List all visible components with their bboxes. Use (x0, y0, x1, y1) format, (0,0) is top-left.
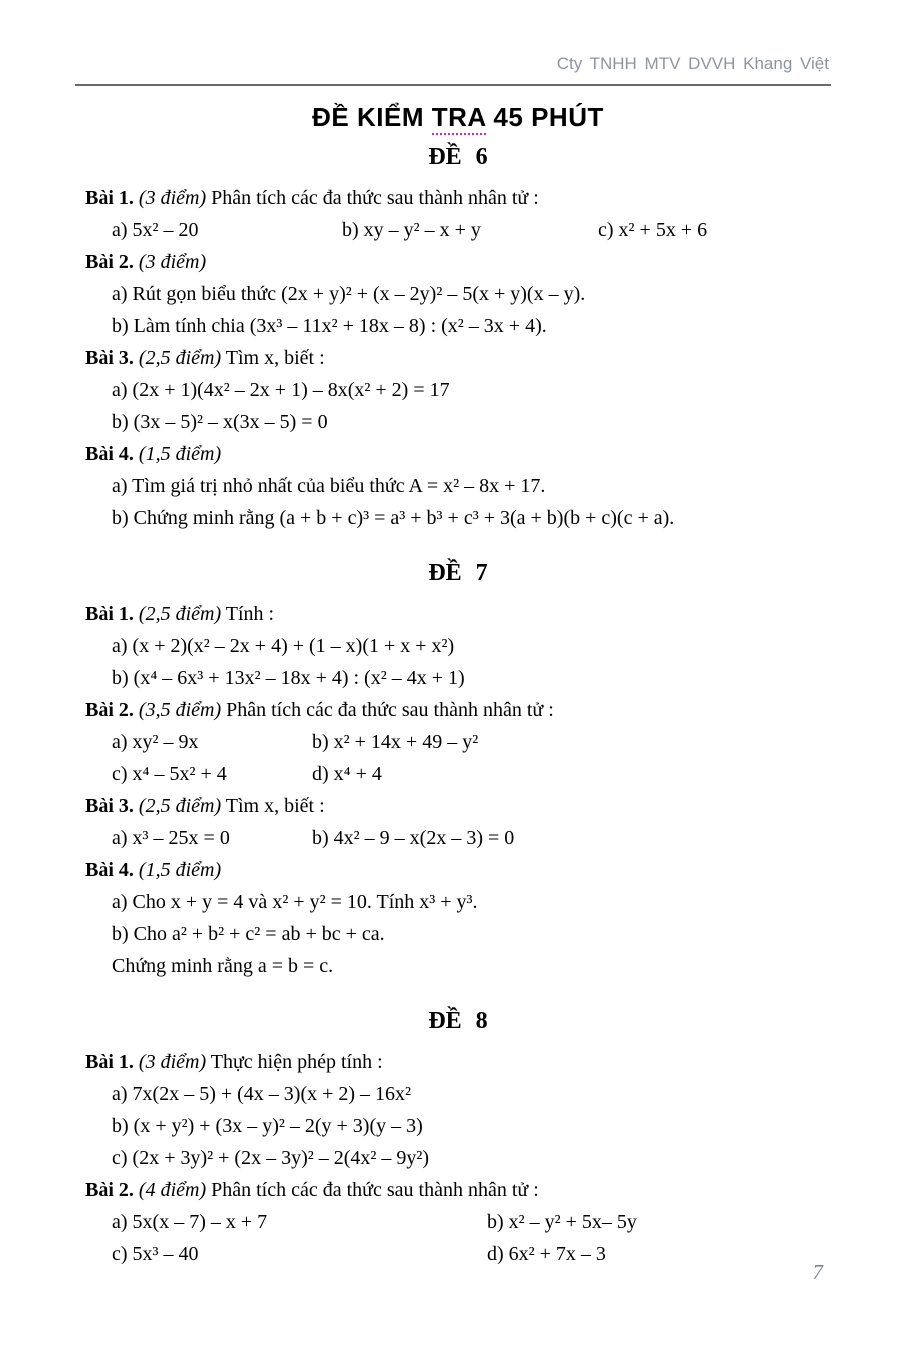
math-item: a) Rút gọn biểu thức (2x + y)² + (x – 2y)² – 5(x + y)(x – y). (112, 283, 586, 305)
math-item: b) (3x – 5)² – x(3x – 5) = 0 (112, 411, 328, 433)
math-item: c) x⁴ – 5x² + 4 (112, 763, 227, 785)
math-item: d) 6x² + 7x – 3 (487, 1243, 606, 1265)
problem-text: Phân tích các đa thức sau thành nhân tử : (211, 1179, 539, 1201)
problem-points: (1,5 điểm) (138, 443, 222, 465)
math-item: a) Tìm giá trị nhỏ nhất của biểu thức A = x² – 8x + 17. (112, 475, 546, 497)
problem-items-row (85, 1238, 831, 1270)
document-body (85, 100, 831, 1270)
math-item: c) x² + 5x + 6 (598, 219, 708, 241)
math-item: b) Làm tính chia (3x³ – 11x² + 18x – 8) : (x² – 3x + 4). (112, 315, 547, 337)
problem-points: (1,5 điểm) (138, 859, 222, 881)
section-de7 (85, 598, 831, 982)
problem-heading (85, 854, 831, 886)
math-item: a) (x + 2)(x² – 2x + 4) + (1 – x)(1 + x + x²) (112, 635, 455, 657)
problem-heading (85, 1046, 831, 1078)
page-title-post: 45 PHÚT (485, 102, 604, 132)
problem-points: (3 điểm) (138, 187, 207, 209)
math-item: a) (2x + 1)(4x² – 2x + 1) – 8x(x² + 2) = 17 (112, 379, 450, 401)
problem-items-row (85, 470, 831, 502)
page-title-spellcheck-word: TRA (432, 102, 486, 135)
page-title-pre: ĐỀ KIỂM (312, 102, 432, 132)
problem-items-row (85, 1142, 831, 1174)
math-item: a) xy² – 9x (112, 731, 199, 753)
page-number: 7 (812, 1260, 823, 1284)
problem-items-row (85, 950, 831, 982)
page-title (85, 100, 831, 134)
section-de6 (85, 182, 831, 534)
section-de8 (85, 1046, 831, 1270)
problem-items-row (85, 822, 831, 854)
problem-items-row (85, 662, 831, 694)
section-heading-de6: ĐỀ 6 (428, 144, 488, 170)
problem-text: Tìm x, biết : (225, 347, 325, 369)
problem-points: (3 điểm) (138, 1051, 207, 1073)
math-item: b) Chứng minh rằng (a + b + c)³ = a³ + b³ + c³ + 3(a + b)(b + c)(c + a). (112, 507, 675, 529)
math-item: b) 4x² – 9 – x(2x – 3) = 0 (312, 827, 515, 849)
problem-items-row (85, 886, 831, 918)
problem-items-row (85, 214, 831, 246)
problem-heading (85, 246, 831, 278)
problem-points: (4 điểm) (138, 1179, 207, 1201)
problem-text: Tính : (225, 603, 275, 625)
problem-label: Bài 3. (85, 347, 134, 369)
math-item: a) Cho x + y = 4 và x² + y² = 10. Tính x³ + y³. (112, 891, 478, 913)
problem-label: Bài 1. (85, 187, 134, 209)
problem-heading (85, 438, 831, 470)
problem-label: Bài 2. (85, 699, 134, 721)
math-item: a) 7x(2x – 5) + (4x – 3)(x + 2) – 16x² (112, 1083, 412, 1105)
problem-label: Bài 3. (85, 795, 134, 817)
problem-items-row (85, 918, 831, 950)
math-item: b) (x + y²) + (3x – y)² – 2(y + 3)(y – 3) (112, 1115, 423, 1137)
problem-heading (85, 342, 831, 374)
problem-points: (3 điểm) (138, 251, 207, 273)
problem-items-row (85, 374, 831, 406)
problem-label: Bài 2. (85, 1179, 134, 1201)
problem-text: Phân tích các đa thức sau thành nhân tử : (226, 699, 554, 721)
problem-items-row (85, 758, 831, 790)
problem-items-row (85, 1206, 831, 1238)
math-item: b) Cho a² + b² + c² = ab + bc + ca. (112, 923, 385, 945)
problem-label: Bài 2. (85, 251, 134, 273)
problem-label: Bài 1. (85, 603, 134, 625)
math-item: d) x⁴ + 4 (312, 763, 382, 785)
math-item: Chứng minh rằng a = b = c. (112, 955, 334, 977)
problem-heading (85, 182, 831, 214)
problem-items-row (85, 278, 831, 310)
problem-items-row (85, 1110, 831, 1142)
problem-text: Thực hiện phép tính : (210, 1051, 383, 1073)
problem-heading (85, 1174, 831, 1206)
math-item: b) (x⁴ – 6x³ + 13x² – 18x + 4) : (x² – 4x + 1) (112, 667, 465, 689)
problem-heading (85, 598, 831, 630)
problem-points: (3,5 điểm) (138, 699, 222, 721)
math-item: a) x³ – 25x = 0 (112, 827, 230, 849)
problem-items-row (85, 502, 831, 534)
problem-items-row (85, 406, 831, 438)
problem-text: Phân tích các đa thức sau thành nhân tử : (211, 187, 539, 209)
problem-points: (2,5 điểm) (138, 603, 222, 625)
section-heading-de8: ĐỀ 8 (428, 1008, 488, 1034)
math-item: c) 5x³ – 40 (112, 1243, 199, 1265)
header-rule (75, 84, 831, 86)
company-name: Cty TNHH MTV DVVH Khang Việt (556, 54, 829, 73)
problem-label: Bài 4. (85, 443, 134, 465)
problem-items-row (85, 630, 831, 662)
math-item: b) x² – y² + 5x– 5y (487, 1211, 637, 1233)
problem-items-row (85, 1078, 831, 1110)
problem-points: (2,5 điểm) (138, 795, 222, 817)
problem-items-row (85, 310, 831, 342)
math-item: a) 5x² – 20 (112, 219, 199, 241)
math-item: b) xy – y² – x + y (342, 219, 481, 241)
problem-points: (2,5 điểm) (138, 347, 222, 369)
problem-items-row (85, 726, 831, 758)
math-item: b) x² + 14x + 49 – y² (312, 731, 479, 753)
problem-label: Bài 1. (85, 1051, 134, 1073)
problem-heading (85, 790, 831, 822)
math-item: a) 5x(x – 7) – x + 7 (112, 1211, 268, 1233)
problem-heading (85, 694, 831, 726)
problem-text: Tìm x, biết : (225, 795, 325, 817)
problem-label: Bài 4. (85, 859, 134, 881)
section-heading-de7: ĐỀ 7 (428, 560, 488, 586)
math-item: c) (2x + 3y)² + (2x – 3y)² – 2(4x² – 9y²) (112, 1147, 430, 1169)
